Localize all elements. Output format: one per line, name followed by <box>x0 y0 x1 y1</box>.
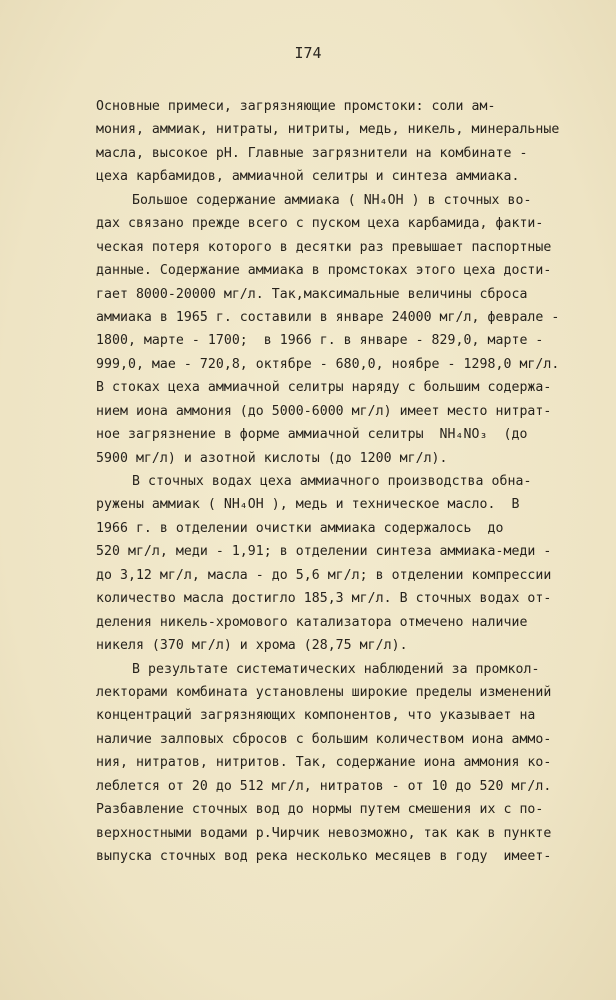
text-line: В сточных водах цеха аммиачного производства обна- <box>132 474 532 489</box>
text-line: 999,0, мае - 720,8, октябре - 680,0, ноябре - 1298,0 мг/л. <box>96 356 560 372</box>
body-text <box>96 95 574 868</box>
text-line: концентраций загрязняющих компонентов, что указывает на <box>96 708 536 724</box>
text-line: дах связано прежде всего с пуском цеха карбамида, факти- <box>96 216 544 232</box>
text-line: ния, нитратов, нитритов. Так, содержание иона аммония ко- <box>96 755 552 771</box>
text-line: никеля (370 мг/л) и хрома (28,75 мг/л). <box>96 638 408 654</box>
text-line: масла, высокое pH. Главные загрязнители на комбинате - <box>96 145 528 161</box>
text-line: ное загрязнение в форме аммиачной селитры NH₄NO₃ (до <box>96 427 528 443</box>
page-number: I74 <box>294 44 322 62</box>
text-line: аммиака в 1965 г. составили в январе 24000 мг/л, феврале - <box>96 309 560 325</box>
text-line: лекторами комбината установлены широкие пределы изменений <box>96 684 552 700</box>
text-line: гает 8000-20000 мг/л. Так,максимальные величины сброса <box>96 286 528 302</box>
text-line: В стоках цеха аммиачной селитры наряду с большим содержа- <box>96 380 552 396</box>
text-line: 1800, марте - 1700; в 1966 г. в январе - 829,0, марте - <box>96 333 544 349</box>
text-line: количество масла достигло 185,3 мг/л. В сточных водах от- <box>96 591 552 607</box>
text-line: нием иона аммония (до 5000-6000 мг/л) имеет место нитрат- <box>96 403 552 419</box>
text-line: 5900 мг/л) и азотной кислоты (до 1200 мг/л). <box>96 450 448 466</box>
text-line: цеха карбамидов, аммиачной селитры и синтеза аммиака. <box>96 169 520 185</box>
text-line: наличие залповых сбросов с большим количеством иона аммо- <box>96 731 552 747</box>
text-line: мония, аммиак, нитраты, нитриты, медь, никель, минеральные <box>96 122 560 138</box>
text-line: 520 мг/л, меди - 1,91; в отделении синтеза аммиака-меди - <box>96 544 552 560</box>
text-line: ческая потеря которого в десятки раз превышает паспортные <box>96 239 552 255</box>
text-line: леблется от 20 до 512 мг/л, нитратов - от 10 до 520 мг/л. <box>96 778 552 794</box>
text-line: Основные примеси, загрязняющие промстоки: соли ам- <box>96 99 496 114</box>
text-line: 1966 г. в отделении очистки аммиака содержалось до <box>96 520 504 536</box>
text-line: ружены аммиак ( NH₄OH ), медь и техническое масло. В <box>96 497 520 513</box>
text-line: верхностными водами р.Чирчик невозможно, так как в пункте <box>96 825 552 841</box>
text-line: деления никель-хромового катализатора отмечено наличие <box>96 614 528 630</box>
text-line: Большое содержание аммиака ( NH₄OH ) в сточных во- <box>132 192 532 208</box>
text-line: Разбавление сточных вод до нормы путем смешения их с по- <box>96 802 544 818</box>
text-line: В результате систематических наблюдений за промкол- <box>132 661 540 677</box>
text-line: выпуска сточных вод река несколько месяцев в году имеет- <box>96 849 552 864</box>
text-line: данные. Содержание аммиака в промстоках этого цеха дости- <box>96 263 552 279</box>
text-line: до 3,12 мг/л, масла - до 5,6 мг/л; в отделении компрессии <box>96 567 552 583</box>
